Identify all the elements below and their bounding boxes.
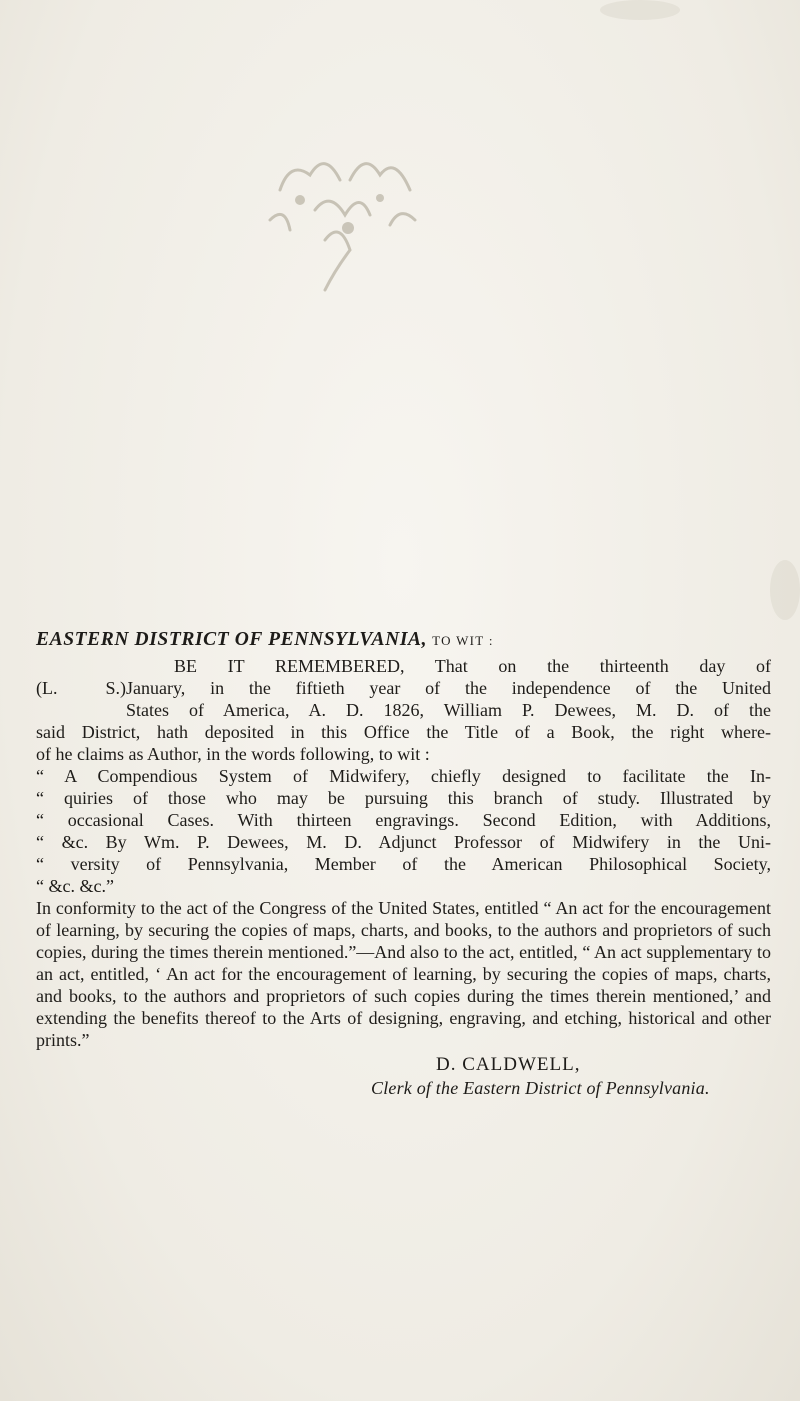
opening-line: of he claims as Author, in the words following, to wit : <box>36 744 430 764</box>
to-wit: TO WIT : <box>432 633 494 648</box>
district-heading <box>36 627 771 655</box>
opening-line: States of America, A. D. 1826, William P. Dewees, M. D. of the <box>126 700 771 720</box>
signature-title: Clerk of the Eastern District of Pennsylvania. <box>371 1078 710 1098</box>
district-name: EASTERN DISTRICT OF PENNSYLVANIA, <box>36 629 428 650</box>
paper-stain <box>770 560 800 620</box>
signature-name: D. CALDWELL, <box>436 1054 581 1075</box>
quote-line: “ &c. By Wm. P. Dewees, M. D. Adjunct Professor of Midwifery in the Uni- <box>36 832 771 852</box>
paper-stain <box>600 0 680 20</box>
opening-line: BE IT REMEMBERED, That on the thirteenth day of <box>174 656 771 676</box>
copyright-certificate <box>36 627 771 1099</box>
seal-mark: (L. S.) <box>36 678 126 698</box>
quote-line: “ &c. &c.” <box>36 876 114 896</box>
book-title-quote <box>36 765 771 897</box>
quote-line: “ A Compendious System of Midwifery, chiefly designed to facilitate the In- <box>36 766 771 786</box>
quote-line: “ versity of Pennsylvania, Member of the American Philosophical Society, <box>36 854 771 874</box>
opening-line: said District, hath deposited in this Office the Title of a Book, the right where- <box>36 722 771 742</box>
opening-line-seal <box>36 677 771 699</box>
conformity-paragraph: In conformity to the act of the Congress of the United States, entitled “ An act for the encouragement of learning, by securing the copies of maps, charts, and books, to the authors and proprietors of such copies, during the times therein mentioned.”—And also to the act, entitled, “ An act supplementary to an act, entitled, ‘ An act for the encouragement of learning, by securing the copies of maps, charts, and books, to the authors and proprietors of such copies during the times therein mentioned,’ and extending the benefits thereof to the Arts of designing, engraving, and etching, historical and other prints.” <box>36 898 771 1050</box>
quote-line: “ quiries of those who may be pursuing this branch of study. Illustrated by <box>36 788 771 808</box>
quote-line: “ occasional Cases. With thirteen engravings. Second Edition, with Additions, <box>36 810 771 830</box>
ornament-icon <box>230 120 460 300</box>
opening-line: January, in the fiftieth year of the independence of the United <box>126 678 771 698</box>
